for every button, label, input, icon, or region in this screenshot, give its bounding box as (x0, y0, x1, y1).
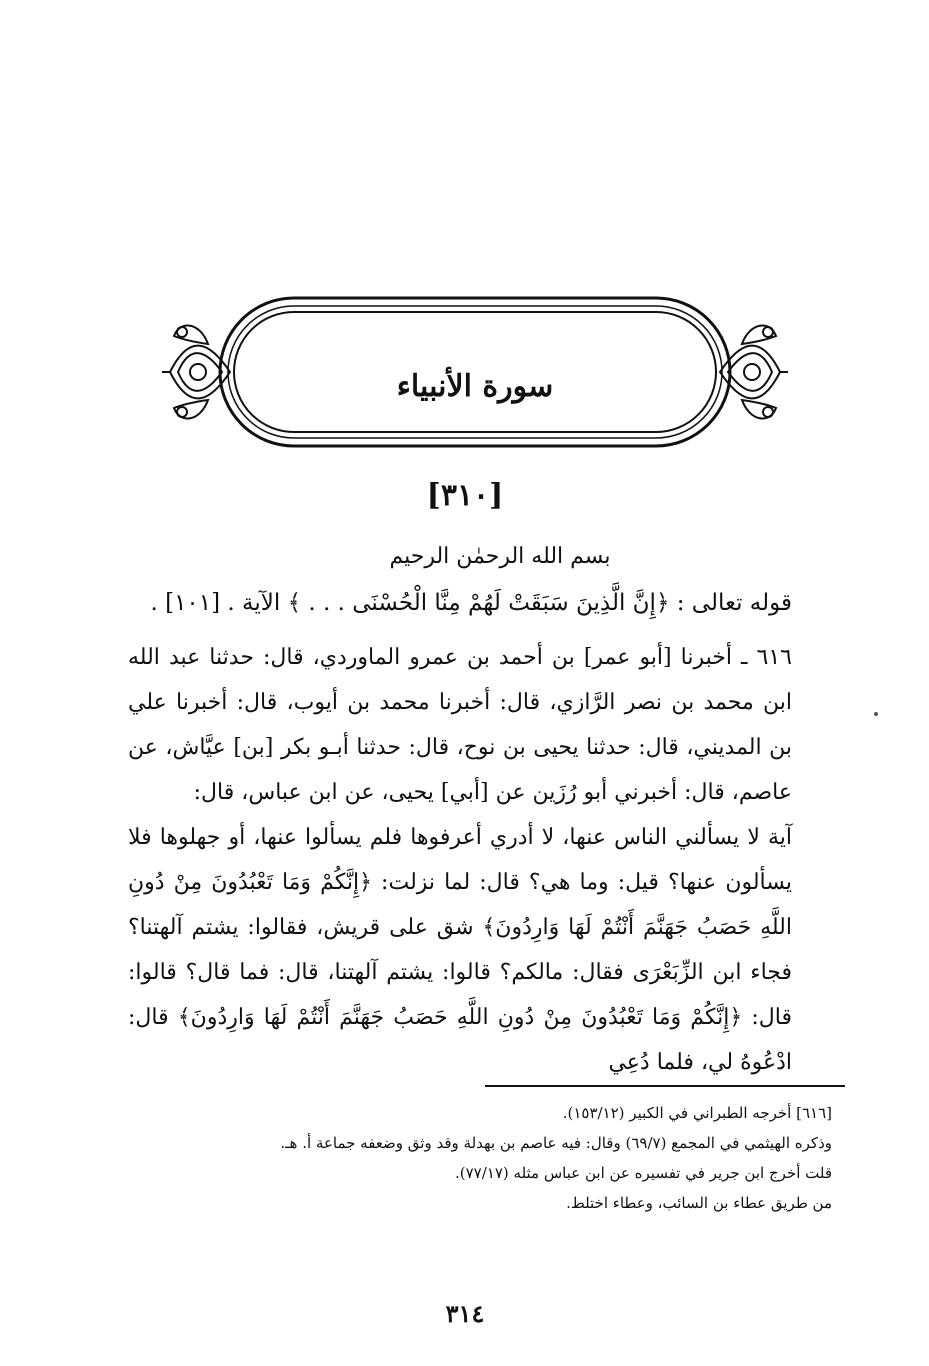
hadith-text-paragraph: آية لا يسألني الناس عنها، لا أدري أعرفوها فلم يسألوا عنها، أو جهلوها فلا يسألون عنها؟ قيل: وما هي؟ قال: لما نزلت: ﴿إِنَّكُمْ وَمَا تَعْبُدُونَ مِنْ دُونِ اللَّهِ حَصَبُ جَهَنَّمَ أَنْتُمْ لَهَا وَارِدُونَ﴾ شق على قريش، فقالوا: يشتم آلهتنا؟ فجاء ابن الزِّبَعْرَى فقال: مالكم؟ قالوا: يشتم آلهتنا، قال: فما قال؟ قالوا: قال: ﴿إِنَّكُمْ وَمَا تَعْبُدُونَ مِنْ دُونِ اللَّهِ حَصَبُ جَهَنَّمَ أَنْتُمْ لَهَا وَارِدُونَ﴾ قال: ادْعُوهُ لي، فلما دُعِي (128, 825, 792, 1075)
footnote-line: [٦١٦] أخرجه الطبراني في الكبير (١٥٣/١٢). (562, 1104, 832, 1122)
hadith-isnad-paragraph: ٦١٦ ـ أخبرنا [أبو عمر] بن أحمد بن عمرو الماوردي، قال: حدثنا عبد الله ابن محمد بن نصر الرَّازي، قال: أخبرنا محمد بن أيوب، قال: أخبرنا علي بن المديني، قال: حدثنا يحيى بن نوح، قال: حدثنا أبـو بكر [بن] عيَّاش، عن عاصم، قال: أخبرني أبو رُزَين عن [أبي] يحيى، عن ابن عباس، قال: (128, 645, 792, 805)
footnote-divider (485, 1085, 845, 1087)
footnotes (160, 1098, 832, 1238)
basmala: بسم الله الرحمٰن الرحيم (389, 544, 611, 569)
scan-speck (874, 712, 878, 716)
verse-citation: قوله تعالى : ﴿إِنَّ الَّذِينَ سَبَقَتْ لَهُمْ مِنَّا الْحُسْنَى . . . ﴾ الآية . [١٠١] . (150, 590, 792, 616)
footnote-line: وذكره الهيثمي في المجمع (٦٩/٧) وقال: فيه عاصم بن بهدلة وقد وثق وضعفه جماعة أ. هـ. (280, 1134, 832, 1152)
footnote-line: قلت أخرج ابن جرير في تفسيره عن ابن عباس مثله (٧٧/١٧). (455, 1164, 832, 1182)
reference-number: [٣١٠] (426, 478, 504, 513)
footnote-line: من طريق عطاء بن السائب، وعطاء اختلط. (566, 1194, 832, 1212)
surah-title: سورة الأنبياء (396, 369, 554, 404)
page-number: ٣١٤ (445, 1299, 485, 1328)
